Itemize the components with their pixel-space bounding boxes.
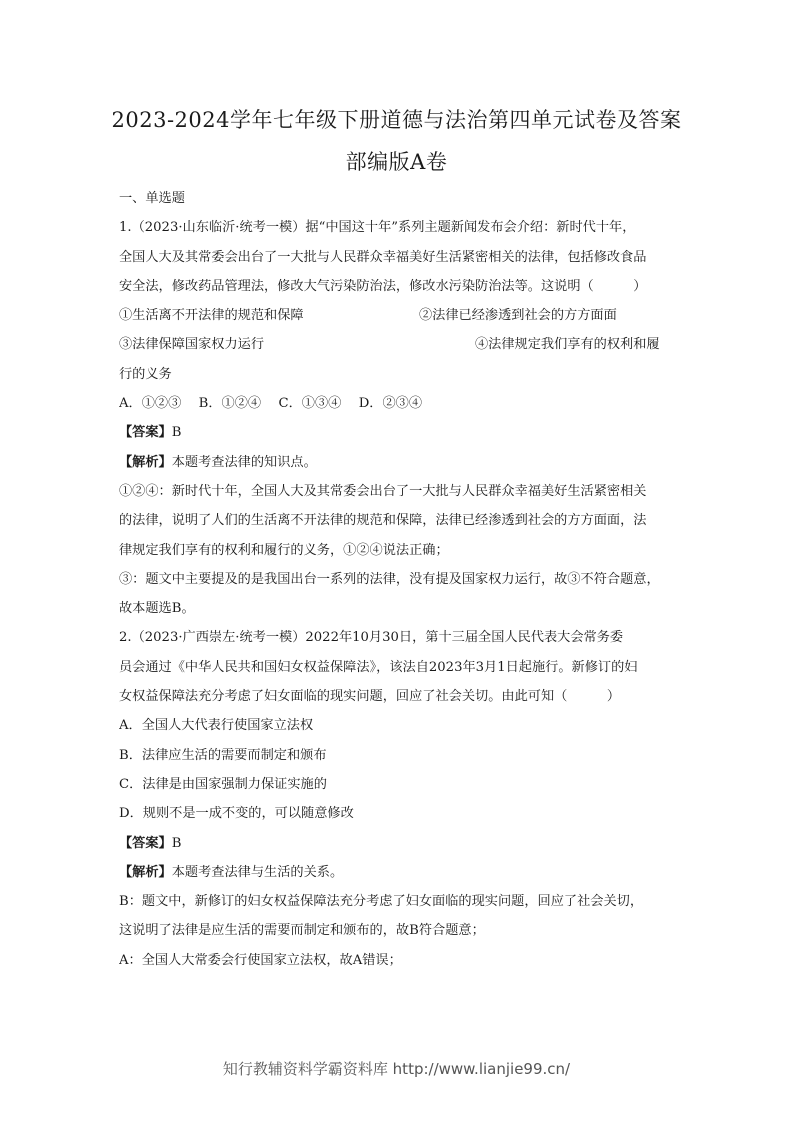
q2-analysis-line2: 这说明了法律是应生活的需要而制定和颁布的，故B符合题意；	[119, 923, 485, 939]
q1-analysis-tag: 【解析】	[119, 454, 172, 470]
q2-option-b: B．法律应生活的需要而制定和颁布	[119, 747, 327, 763]
q1-statement-4: ④法律规定我们享有的权利和履	[475, 337, 660, 353]
q1-stem-line1: 1.（2023·山东临沂·统考一模）据“中国这十年”系列主题新闻发布会介绍：新时代十年，	[119, 220, 636, 236]
q1-statements-row2	[119, 330, 675, 359]
q2-option-d: D．规则不是一成不变的，可以随意修改	[119, 806, 354, 822]
q2-analysis-tag: 【解析】	[119, 864, 172, 880]
q1-answer	[119, 418, 675, 447]
section-heading: 一、单选题	[119, 191, 185, 206]
q2-analysis-intro-text: 本题考查法律与生活的关系。	[171, 864, 344, 880]
q1-stem-line3: 安全法，修改药品管理法，修改大气污染防治法，修改水污染防治法等。这说明（ ）	[119, 278, 647, 294]
q1-answer-tag: 【答案】	[119, 425, 172, 441]
q2-stem-line1: 2.（2023·广西崇左·统考一模）2022年10月30日，第十三届全国人民代表大会常务委	[119, 630, 624, 646]
q1-analysis-intro	[119, 448, 675, 477]
q2-answer-value: B	[171, 835, 182, 851]
q1-statement-3: ③法律保障国家权力运行	[119, 337, 265, 353]
q2-option-c: C．法律是由国家强制力保证实施的	[119, 776, 327, 792]
document-body	[119, 184, 675, 975]
q2-stem-line3: 女权益保障法充分考虑了妇女面临的现实问题，回应了社会关切。由此可知（ ）	[119, 689, 621, 705]
q1-statement-4-cont: 行的义务	[119, 366, 172, 382]
document-title-line2: 部编版A卷	[345, 150, 448, 174]
q1-analysis-line5: 故本题选B。	[119, 601, 195, 617]
q2-option-a: A．全国人大代表行使国家立法权	[119, 718, 314, 734]
footer-watermark: 知行教辅资料学霸资料库 http://www.lianjie99.cn/	[222, 1060, 571, 1078]
q2-stem-line2: 员会通过《中华人民共和国妇女权益保障法》，该法自2023年3月1日起施行。新修订的妇	[119, 659, 638, 675]
q2-answer-tag: 【答案】	[119, 835, 172, 851]
q1-statement-1: ①生活离不开法律的规范和保障	[119, 308, 304, 324]
q1-stem-line2: 全国人大及其常委会出台了一大批与人民群众幸福美好生活紧密相关的法律，包括修改食品	[119, 249, 647, 265]
q1-analysis-line1: ①②④：新时代十年，全国人大及其常委会出台了一大批与人民群众幸福美好生活紧密相关	[119, 483, 647, 499]
q1-statement-2: ②法律已经渗透到社会的方方面面	[419, 308, 617, 324]
q1-analysis-line4: ③：题文中主要提及的是我国出台一系列的法律，没有提及国家权力运行，故③不符合题意，	[119, 571, 660, 587]
q2-analysis-line3: A：全国人大常委会行使国家立法权，故A错误；	[119, 952, 402, 968]
q2-analysis-intro	[119, 858, 675, 887]
q1-answer-value: B	[171, 425, 182, 441]
q1-analysis-line2: 的法律，说明了人们的生活离不开法律的规范和保障，法律已经渗透到社会的方方面面，法	[119, 513, 647, 529]
q2-analysis-line1: B：题文中，新修订的妇女权益保障法充分考虑了妇女面临的现实问题，回应了社会关切，	[119, 894, 643, 910]
q1-analysis-intro-text: 本题考查法律的知识点。	[171, 454, 317, 470]
q1-analysis-line3: 律规定我们享有的权利和履行的义务，①②④说法正确；	[119, 542, 449, 558]
document-title-line1: 2023-2024学年七年级下册道德与法治第四单元试卷及答案	[111, 108, 682, 132]
q2-answer	[119, 829, 675, 858]
q1-statements-row1	[119, 301, 675, 330]
q1-choices: A．①②③ B．①②④ C．①③④ D．②③④	[119, 396, 423, 412]
